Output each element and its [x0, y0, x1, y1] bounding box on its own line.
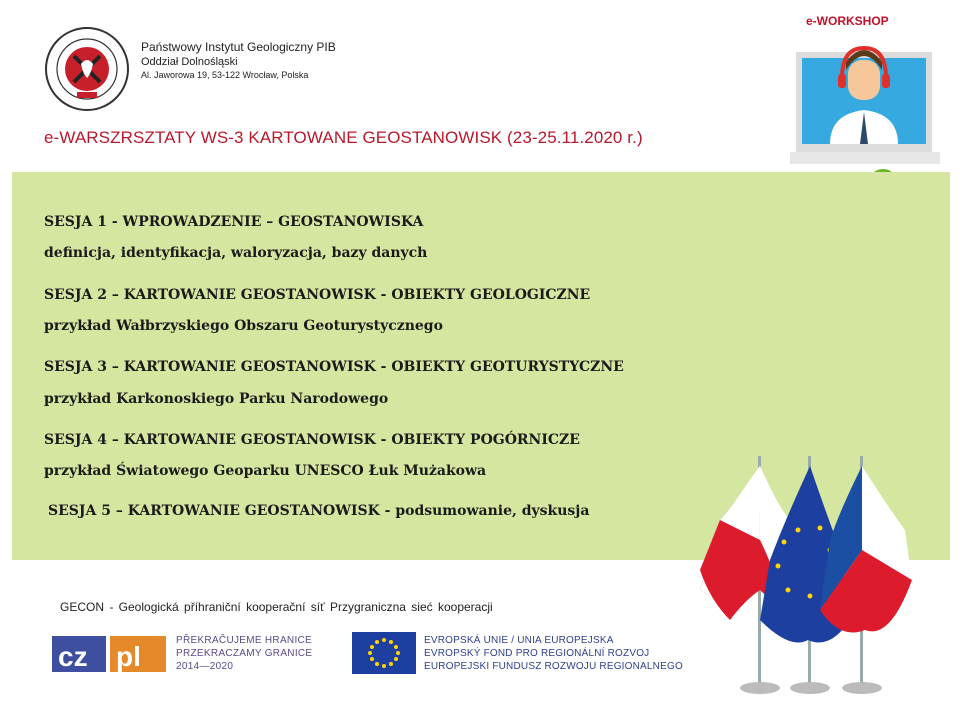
- svg-text:pl: pl: [116, 641, 141, 672]
- session-4-title: SESJA 4 – KARTOWANIE GEOSTANOWISK - OBIEKTY POGÓRNICZE: [44, 432, 580, 448]
- eu-line-1: EVROPSKÁ UNIE / UNIA EUROPEJSKA: [424, 635, 614, 646]
- session-2-title: SESJA 2 – KARTOWANIE GEOSTANOWISK - OBIEKTY GEOLOGICZNE: [44, 287, 591, 303]
- presenter-monitor-icon: [790, 34, 940, 166]
- institute-info: [141, 40, 336, 82]
- institute-address: Al. Jaworowa 19, 53-122 Wrocław, Polska: [141, 70, 309, 80]
- eu-line-2: EVROPSKÝ FOND PRO REGIONÁLNÍ ROZVOJ: [424, 648, 650, 659]
- czpl-caption: [176, 634, 312, 673]
- session-3-title: SESJA 3 – KARTOWANIE GEOSTANOWISK - OBIEKTY GEOTURYSTYCZNE: [44, 359, 624, 375]
- eu-flag-icon: [352, 632, 416, 674]
- institute-branch: Oddział Dolnośląski: [141, 56, 238, 68]
- session-1-title: SESJA 1 - WPROWADZENIE – GEOSTANOWISKA: [44, 214, 424, 230]
- session-2-subtitle: przykład Wałbrzyskiego Obszaru Geoturystycznego: [44, 318, 443, 334]
- institute-name: Państwowy Instytut Geologiczny PIB: [141, 40, 336, 54]
- czpl-line-2: PRZEKRACZAMY GRANICE: [176, 648, 313, 659]
- czpl-line-3: 2014—2020: [176, 661, 234, 672]
- czpl-line-1: PŘEKRAČUJEME HRANICE: [176, 635, 313, 646]
- eu-line-3: EUROPEJSKI FUNDUSZ ROZWOJU REGIONALNEGO: [424, 661, 683, 672]
- session-5-title: SESJA 5 – KARTOWANIE GEOSTANOWISK - podsumowanie, dyskusja: [48, 503, 590, 519]
- flags-image: [690, 450, 930, 700]
- session-1-subtitle: definicja, identyfikacja, waloryzacja, bazy danych: [44, 245, 428, 261]
- eworkshop-label: e-WORKSHOP: [806, 14, 889, 28]
- session-3-subtitle: przykład Karkonoskiego Parku Narodowego: [44, 391, 389, 407]
- eu-caption: [424, 634, 683, 673]
- session-4-subtitle: przykład Światowego Geoparku UNESCO Łuk Mużakowa: [44, 463, 487, 479]
- svg-text:cz: cz: [58, 641, 88, 672]
- czpl-logo: [50, 632, 170, 676]
- page-title: e-WARSZRSZTATY WS-3 KARTOWANE GEOSTANOWISK (23-25.11.2020 r.): [44, 128, 643, 147]
- gecon-network-line: GECON - Geologická příhraniční kooperační síť Przygraniczna sieć kooperacji: [60, 600, 493, 614]
- institute-seal-logo: [44, 26, 130, 112]
